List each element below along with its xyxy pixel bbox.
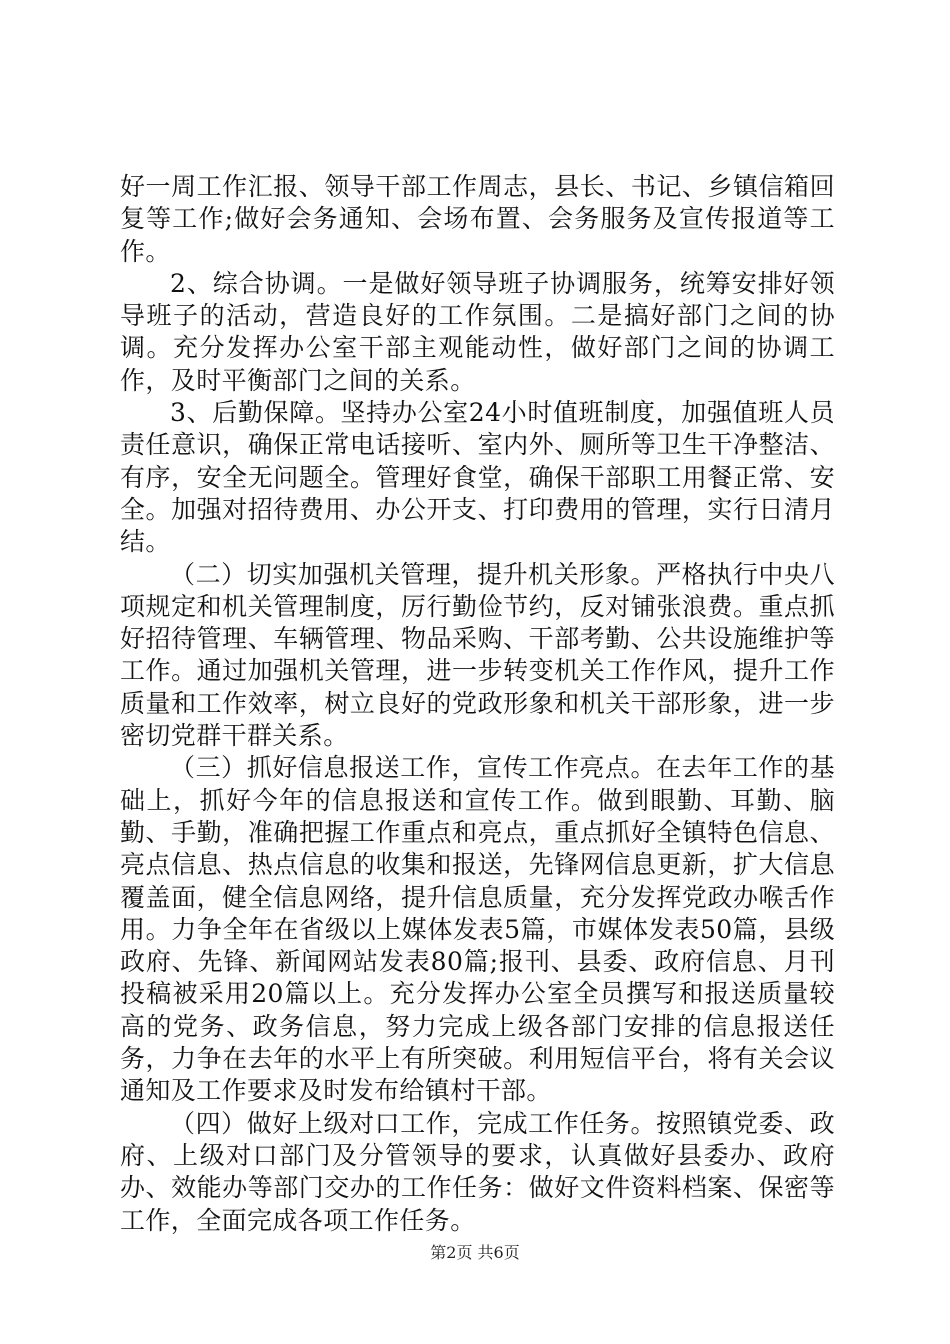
paragraph-continued: 好一周工作汇报、领导干部工作周志，县长、书记、乡镇信箱回复等工作;做好会务通知、会场布置、会务服务及宣传报道等工作。 xyxy=(120,172,835,266)
paragraph-information-reporting: （三）抓好信息报送工作，宣传工作亮点。在去年工作的基础上，抓好今年的信息报送和宣传工作。做到眼勤、耳勤、脑勤、手勤，准确把握工作重点和亮点，重点抓好全镇特色信息、亮点信息、热点信息的收集和报送，先锋网信息更新，扩大信息覆盖面，健全信息网络，提升信息质量，充分发挥党政办喉舌作用。力争全年在省级以上媒体发表5篇，市媒体发表50篇，县级政府、先锋、新闻网站发表80篇;报刊、县委、政府信息、月刊投稿被采用20篇以上。充分发挥办公室全员撰写和报送质量较高的党务、政务信息，努力完成上级各部门安排的信息报送任务，力争在去年的水平上有所突破。利用短信平台，将有关会议通知及工作要求及时发布给镇村干部。 xyxy=(120,753,835,1106)
page-number-footer: 第2页 共6页 xyxy=(430,1243,520,1262)
paragraph-coordination: 2、综合协调。一是做好领导班子协调服务，统筹安排好领导班子的活动，营造良好的工作氛围。二是搞好部门之间的协调。充分发挥办公室干部主观能动性，做好部门之间的协调工作，及时平衡部门之间的关系。 xyxy=(120,268,835,395)
paragraph-logistics: 3、后勤保障。坚持办公室24小时值班制度，加强值班人员责任意识，确保正常电话接听、室内外、厕所等卫生干净整洁、有序，安全无问题全。管理好食堂，确保干部职工用餐正常、安全。加强对招待费用、办公开支、打印费用的管理，实行日清月结。 xyxy=(120,398,835,557)
paragraph-counterpart-work: （四）做好上级对口工作，完成工作任务。按照镇党委、政府、上级对口部门及分管领导的要求，认真做好县委办、政府办、效能办等部门交办的工作任务：做好文件资料档案、保密等工作，全面完成各项工作任务。 xyxy=(120,1108,835,1235)
paragraph-office-management: （二）切实加强机关管理，提升机关形象。严格执行中央八项规定和机关管理制度，厉行勤俭节约，反对铺张浪费。重点抓好招待管理、车辆管理、物品采购、干部考勤、公共设施维护等工作。通过加强机关管理，进一步转变机关工作作风，提升工作质量和工作效率，树立良好的党政形象和机关干部形象，进一步密切党群干群关系。 xyxy=(120,559,835,751)
document-body xyxy=(120,171,835,1237)
